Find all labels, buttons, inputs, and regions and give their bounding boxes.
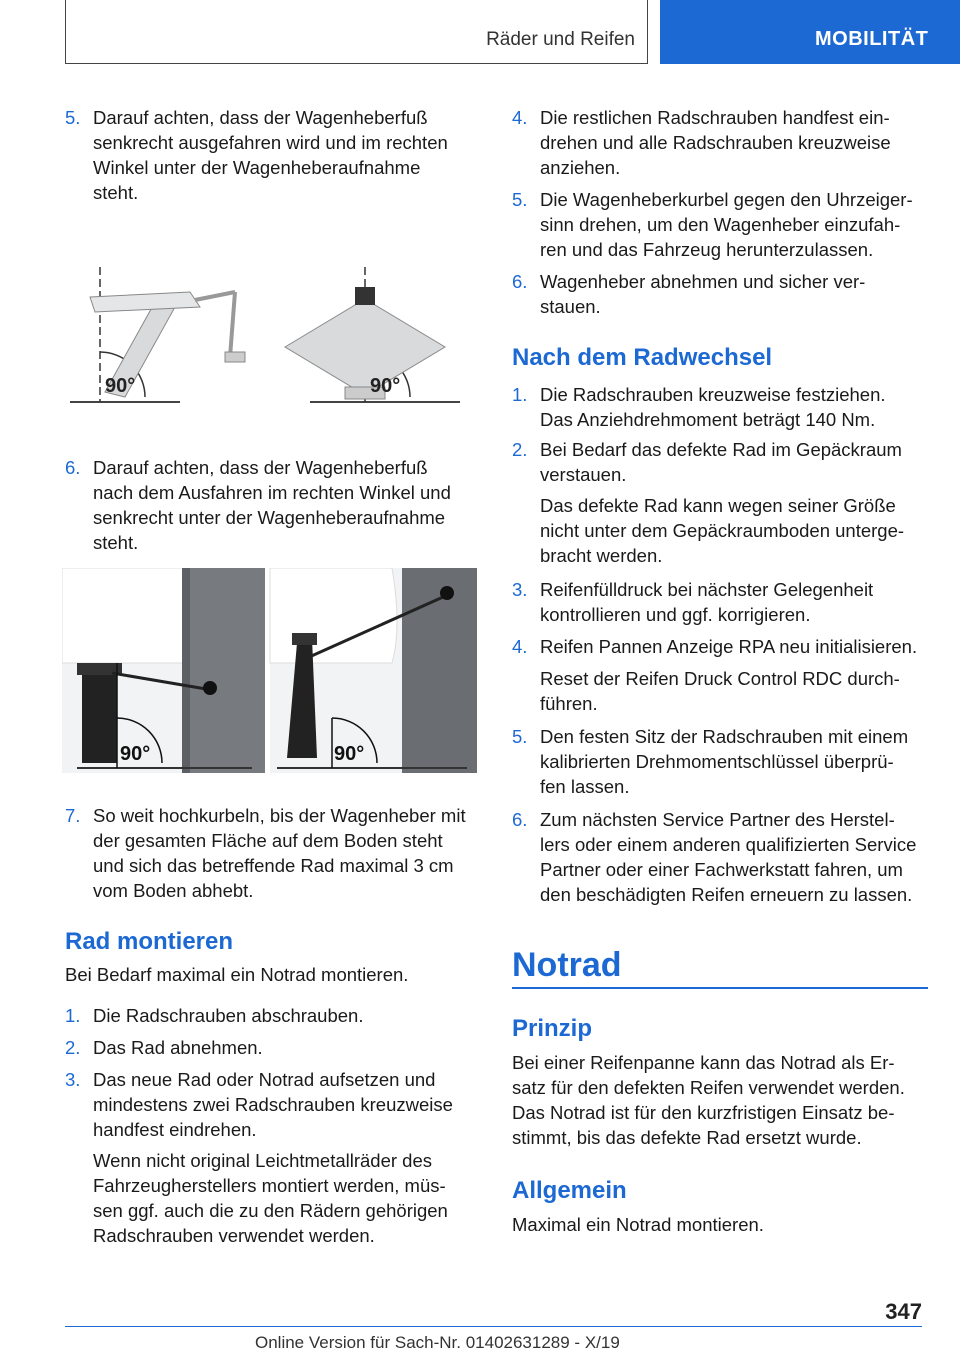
section-title: Räder und Reifen	[486, 29, 635, 50]
jack-photo-illustration	[62, 568, 477, 773]
angle-label: 90°	[334, 743, 365, 765]
section-intro: Bei Bedarf maximal ein Notrad montieren.	[65, 964, 409, 985]
chapter-tab: MOBILITÄT	[660, 0, 960, 64]
general-text: Maximal ein Notrad montieren.	[512, 1214, 764, 1235]
principle-text: Bei einer Reifenpanne kann das Notrad als Er- satz für den defekten Reifen verwendet werden. Das Notrad ist für den kurzfristigen Einsatz be- stimmt, bis das defekte Rad ersetzt wurde.	[512, 1052, 905, 1148]
chapter-divider	[512, 987, 928, 989]
section-heading: Nach dem Radwechsel	[512, 344, 773, 371]
section-heading: Prinzip	[512, 1015, 593, 1042]
angle-label: 90°	[120, 743, 151, 765]
angle-label: 90°	[105, 375, 136, 397]
note: Reset der Reifen Druck Control RDC durch- führen.	[540, 668, 900, 714]
footer-text: Online Version für Sach-Nr. 01402631289 - X/19	[255, 1333, 620, 1352]
section-heading: Allgemein	[512, 1177, 627, 1204]
page-number: 347	[885, 1299, 922, 1324]
chapter-heading: Notrad	[512, 946, 622, 984]
note: Das defekte Rad kann wegen seiner Größe nicht unter dem Gepäckraumboden unterge- bracht werden.	[540, 495, 905, 566]
jack-angle-diagram	[65, 262, 485, 412]
footer-divider	[65, 1326, 922, 1327]
mount-note: Wenn nicht original Leichtmetallräder des Fahrzeugherstellers montiert werden, müs- sen ggf. auch die zu den Rädern gehörigen Radschrauben verwendet werden.	[93, 1150, 448, 1246]
angle-label: 90°	[370, 375, 401, 397]
section-heading: Rad montieren	[65, 928, 234, 955]
